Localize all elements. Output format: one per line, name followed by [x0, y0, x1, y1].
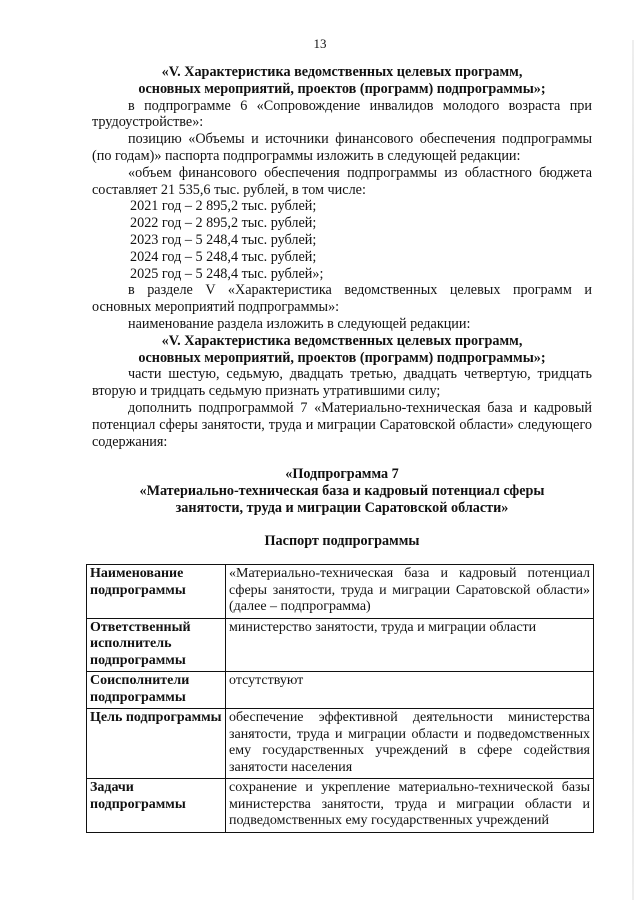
row-label: Ответственный исполнитель подпрограммы [87, 618, 226, 672]
section-heading-line: основных мероприятий, проектов (программ) подпрограммы»; [138, 80, 546, 97]
subprogram-title-line: «Материально-техническая база и кадровый потенциал сферы [139, 483, 545, 500]
table-row [87, 565, 594, 619]
table-row [87, 709, 594, 779]
subprogram-title-line: «Подпрограмма 7 [285, 466, 399, 483]
paragraph: в разделе V «Характеристика ведомственных целевых программ и основных мероприятий подпрограммы»: [92, 282, 592, 316]
row-label: Задачи подпрограммы [87, 779, 226, 833]
row-value: «Материально-техническая база и кадровый потенциал сферы занятости, труда и миграции Саратовской области» (далее – подпрограмма) [226, 565, 594, 619]
paragraph: части шестую, седьмую, двадцать третью, двадцать четвертую, тридцать вторую и тридцать седьмую признать утратившими силу; [92, 366, 592, 400]
row-value: министерство занятости, труда и миграции области [226, 618, 594, 672]
subprogram-title-line: занятости, труда и миграции Саратовской области» [175, 499, 509, 516]
row-label: Соисполнители подпрограммы [87, 672, 226, 709]
year-line: 2025 год – 5 248,4 тыс. рублей»; [130, 265, 324, 282]
year-line: 2024 год – 5 248,4 тыс. рублей; [130, 248, 317, 265]
paragraph: в подпрограмме 6 «Сопровождение инвалидов молодого возраста при трудоустройстве»: [92, 97, 592, 131]
document-body [92, 64, 592, 550]
year-line: 2023 год – 5 248,4 тыс. рублей; [130, 231, 317, 248]
row-value: отсутствуют [226, 672, 594, 709]
paragraph: дополнить подпрограммой 7 «Материально-техническая база и кадровый потенциал сферы занятости, труда и миграции Саратовской области» следующего содержания: [92, 399, 592, 450]
table-row [87, 618, 594, 672]
section-heading-line: «V. Характеристика ведомственных целевых программ, [161, 332, 523, 349]
paragraph: наименование раздела изложить в следующей редакции: [128, 315, 471, 332]
paragraph: «объем финансового обеспечения подпрограммы из областного бюджета составляет 21 535,6 тыс. рублей, в том числе: [92, 164, 592, 198]
passport-table [86, 564, 594, 833]
page-number: 13 [313, 36, 327, 51]
row-label: Цель подпрограммы [87, 709, 226, 779]
row-value: сохранение и укрепление материально-технической базы министерства занятости, труда и миграции области и подведомственных ему государственных учреждений [226, 779, 594, 833]
table-row [87, 672, 594, 709]
row-value: обеспечение эффективной деятельности министерства занятости, труда и миграции области и подведомственных ему государственных учреждений в сфере содействия занятости населения [226, 709, 594, 779]
table-row [87, 779, 594, 833]
section-heading-line: «V. Характеристика ведомственных целевых программ, [161, 64, 523, 80]
paragraph: позицию «Объемы и источники финансового обеспечения подпрограммы (по годам)» паспорта подпрограммы изложить в следующей редакции: [92, 131, 592, 164]
section-heading-line: основных мероприятий, проектов (программ) подпрограммы»; [138, 349, 546, 366]
year-line: 2021 год – 2 895,2 тыс. рублей; [130, 198, 317, 215]
row-label: Наименование подпрограммы [87, 565, 226, 619]
scan-edge-shadow [632, 40, 634, 900]
passport-title: Паспорт подпрограммы [264, 532, 420, 549]
year-line: 2022 год – 2 895,2 тыс. рублей; [130, 215, 317, 232]
